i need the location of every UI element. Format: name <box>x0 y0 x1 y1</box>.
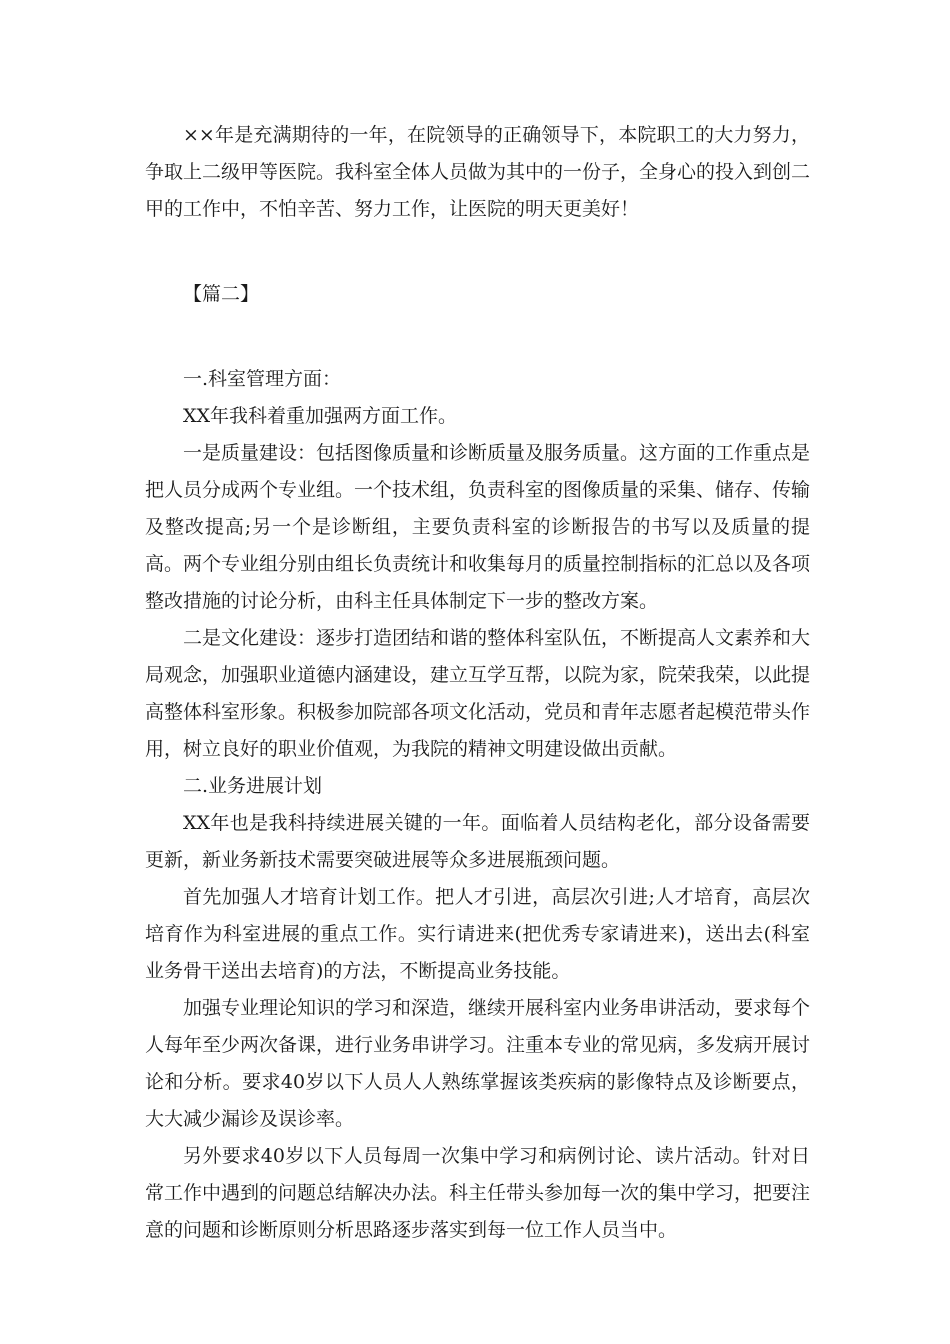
document-page <box>145 117 810 1249</box>
paragraph: XX年我科着重加强两方面工作。 <box>183 405 458 427</box>
paragraph: 二是文化建设：逐步打造团结和谐的整体科室队伍，不断提高人文素养和大局观念，加强职业道德内涵建设，建立互学互帮，以院为家，院荣我荣，以此提高整体科室形象。积极参加院部各项文化活动，党员和青年志愿者起模范带头作用，树立良好的职业价值观，为我院的精神文明建设做出贡献。 <box>145 627 811 760</box>
section-heading-development: 二.业务进展计划 <box>183 775 323 797</box>
intro-paragraph: ××年是充满期待的一年，在院领导的正确领导下，本院职工的大力努力，争取上二级甲等医院。我科室全体人员做为其中的一份子，全身心的投入到创二甲的工作中，不怕辛苦、努力工作，让医院的明天更美好！ <box>145 124 811 220</box>
paragraph: 首先加强人才培育计划工作。把人才引进，高层次引进;人才培育，高层次培育作为科室进展的重点工作。实行请进来(把优秀专家请进来)，送出去(科室业务骨干送出去培育)的方法，不断提高业务技能。 <box>145 886 810 982</box>
paragraph: 另外要求40岁以下人员每周一次集中学习和病例讨论、读片活动。针对日常工作中遇到的问题总结解决办法。科主任带头参加每一次的集中学习，把要注意的问题和诊断原则分析思路逐步落实到每一位工作人员当中。 <box>145 1145 811 1241</box>
paragraph: 一是质量建设：包括图像质量和诊断质量及服务质量。这方面的工作重点是把人员分成两个专业组。一个技术组，负责科室的图像质量的采集、储存、传输及整改提高;另一个是诊断组，主要负责科室的诊断报告的书写以及质量的提高。两个专业组分别由组长负责统计和收集每月的质量控制指标的汇总以及各项整改措施的讨论分析，由科主任具体制定下一步的整改方案。 <box>145 442 811 612</box>
section-marker: 【篇二】 <box>183 283 260 305</box>
spacer <box>145 313 810 361</box>
section-heading-management: 一.科室管理方面： <box>183 368 342 390</box>
spacer <box>145 228 810 276</box>
paragraph: XX年也是我科持续进展关键的一年。面临着人员结构老化，部分设备需要更新，新业务新技术需要突破进展等众多进展瓶颈问题。 <box>145 812 810 871</box>
paragraph: 加强专业理论知识的学习和深造，继续开展科室内业务串讲活动，要求每个人每年至少两次备课，进行业务串讲学习。注重本专业的常见病，多发病开展讨论和分析。要求40岁以下人员人人熟练掌握该类疾病的影像特点及诊断要点，大大减少漏诊及误诊率。 <box>145 997 811 1130</box>
